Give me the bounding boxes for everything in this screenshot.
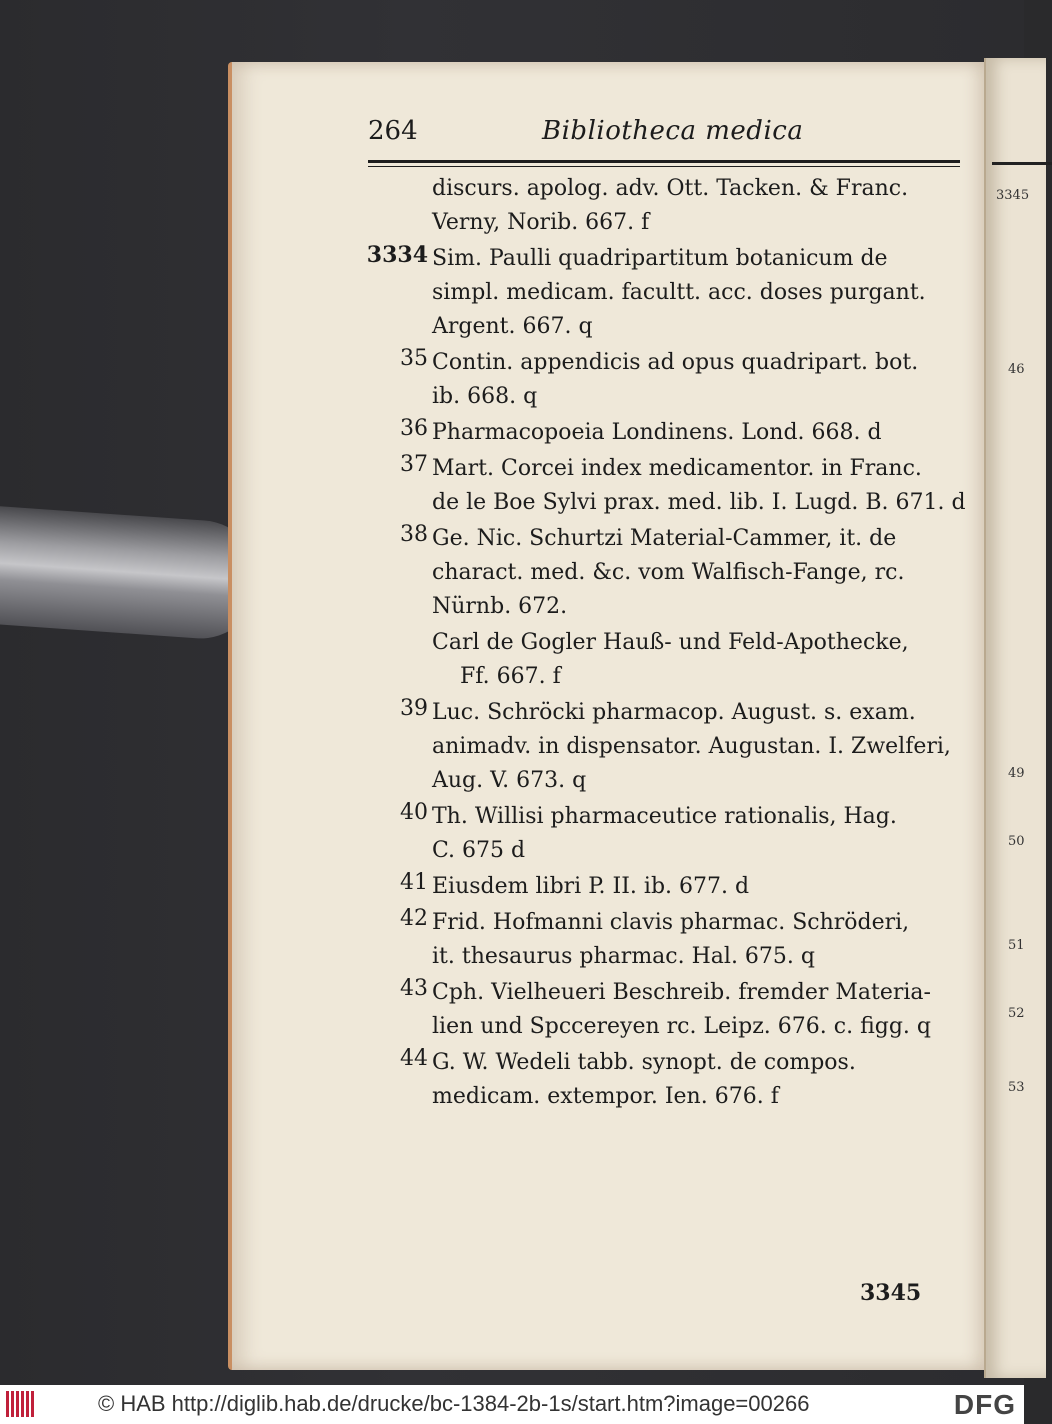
entry-line: it. thesaurus pharmac. Hal. 675. q bbox=[432, 944, 815, 969]
entry-line: Th. Willisi pharmaceutice rationalis, Hag. bbox=[432, 804, 897, 829]
hab-logo-icon bbox=[6, 1391, 46, 1419]
entry-line: de le Boe Sylvi prax. med. lib. I. Lugd. B. 671. d bbox=[432, 490, 966, 515]
entry-line: C. 675 d bbox=[432, 838, 526, 863]
running-title: Bibliotheca medica bbox=[542, 116, 804, 146]
dfg-logo: DFG bbox=[953, 1389, 1016, 1420]
page-number: 264 bbox=[368, 116, 418, 146]
edge-number: 3345 bbox=[996, 188, 1030, 203]
entry-line: Verny, Norib. 667. f bbox=[432, 210, 650, 235]
entry-42 bbox=[372, 906, 962, 974]
entry-44 bbox=[372, 1046, 962, 1114]
entry-line: Nürnb. 672. bbox=[432, 594, 568, 619]
entry-number: 36 bbox=[400, 416, 428, 441]
entry-36 bbox=[372, 416, 962, 450]
edge-number: 49 bbox=[1008, 766, 1025, 781]
entry-line: Frid. Hofmanni clavis pharmac. Schröderi, bbox=[432, 910, 910, 935]
facing-page-rule bbox=[992, 162, 1052, 165]
entry-number: 38 bbox=[400, 522, 428, 547]
entry-line: Cph. Vielheueri Beschreib. fremder Materia- bbox=[432, 980, 931, 1005]
edge-number: 46 bbox=[1008, 362, 1025, 377]
entry-number: 42 bbox=[400, 906, 428, 931]
entry-line: charact. med. &c. vom Walfisch-Fange, rc. bbox=[432, 560, 905, 585]
entry-39 bbox=[372, 696, 962, 798]
entry-number: 35 bbox=[400, 346, 428, 371]
footer-source-link[interactable]: © HAB http://diglib.hab.de/drucke/bc-1384-2b-1s/start.htm?image=00266 bbox=[98, 1391, 810, 1416]
entry-37 bbox=[372, 452, 966, 520]
entry-line: Argent. 667. q bbox=[432, 314, 593, 339]
entry-line: lien und Spccereyen rc. Leipz. 676. c. figg. q bbox=[432, 1014, 931, 1039]
book-page bbox=[228, 62, 984, 1370]
entry-line: Ge. Nic. Schurtzi Material-Cammer, it. de bbox=[432, 526, 897, 551]
footer-bar bbox=[0, 1385, 1024, 1424]
entry-line: G. W. Wedeli tabb. synopt. de compos. bbox=[432, 1050, 856, 1075]
header-rule-thin bbox=[368, 166, 960, 167]
edge-number: 50 bbox=[1008, 834, 1025, 849]
page-header bbox=[368, 116, 928, 156]
entry-line: simpl. medicam. facultt. acc. doses purgant. bbox=[432, 280, 926, 305]
entry-40 bbox=[372, 800, 962, 868]
entry-continuation bbox=[372, 172, 962, 240]
entry-line: ib. 668. q bbox=[432, 384, 538, 409]
entry-line: Carl de Gogler Hauß- und Feld-Apothecke, bbox=[432, 630, 909, 655]
entry-35 bbox=[372, 346, 962, 414]
edge-number: 53 bbox=[1008, 1080, 1025, 1095]
entry-number: 41 bbox=[400, 870, 428, 895]
bibliography-entries bbox=[366, 172, 966, 1116]
entry-38-sub bbox=[372, 626, 962, 694]
entry-line: Mart. Corcei index medicamentor. in Franc. bbox=[432, 456, 922, 481]
entry-number: 3334 bbox=[366, 242, 428, 268]
facing-page-edge bbox=[984, 58, 1046, 1378]
entry-number: 44 bbox=[400, 1046, 428, 1071]
header-rule bbox=[368, 160, 960, 163]
entry-line: Pharmacopoeia Londinens. Lond. 668. d bbox=[432, 420, 882, 445]
catchword: 3345 bbox=[860, 1280, 922, 1306]
entry-line: Eiusdem libri P. II. ib. 677. d bbox=[432, 874, 750, 899]
entry-3334 bbox=[366, 242, 962, 344]
entry-line: animadv. in dispensator. Augustan. I. Zwelferi, bbox=[432, 734, 951, 759]
edge-number: 51 bbox=[1008, 938, 1025, 953]
entry-41 bbox=[372, 870, 962, 904]
entry-line: Sim. Paulli quadripartitum botanicum de bbox=[432, 246, 888, 271]
page-holder-rod bbox=[0, 505, 263, 642]
entry-number: 37 bbox=[400, 452, 428, 477]
entry-38 bbox=[372, 522, 962, 624]
entry-line: Luc. Schröcki pharmacop. August. s. exam. bbox=[432, 700, 916, 725]
entry-number: 43 bbox=[400, 976, 428, 1001]
entry-43 bbox=[372, 976, 962, 1044]
entry-number: 40 bbox=[400, 800, 428, 825]
edge-number: 52 bbox=[1008, 1006, 1025, 1021]
entry-line: Ff. 667. f bbox=[460, 664, 561, 689]
entry-line: Contin. appendicis ad opus quadripart. bot. bbox=[432, 350, 919, 375]
entry-line: discurs. apolog. adv. Ott. Tacken. & Franc. bbox=[432, 176, 909, 201]
entry-line: Aug. V. 673. q bbox=[432, 768, 587, 793]
entry-number: 39 bbox=[400, 696, 428, 721]
entry-line: medicam. extempor. Ien. 676. f bbox=[432, 1084, 779, 1109]
